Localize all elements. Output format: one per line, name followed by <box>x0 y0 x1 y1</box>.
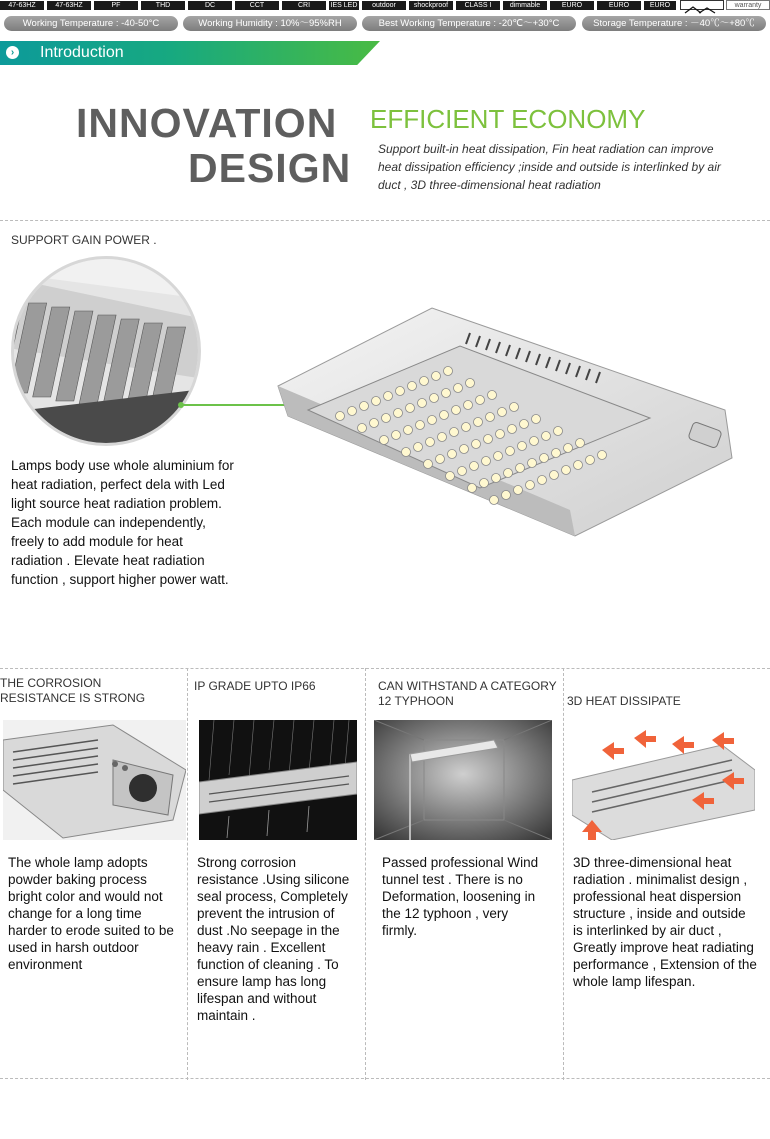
efficient-economy-heading: EFFICIENT ECONOMY <box>370 104 646 134</box>
badge-logo-icon <box>680 0 724 10</box>
introduction-header <box>0 41 380 65</box>
section-divider <box>0 1078 770 1079</box>
spec-pill-row <box>0 16 770 32</box>
badge-euro: EURO <box>550 1 594 10</box>
column-divider <box>563 668 564 1080</box>
badge-shockproof: shockproof <box>409 1 453 10</box>
badge-dc: DC <box>188 1 232 10</box>
certification-badge-strip <box>0 0 770 11</box>
badge-frequency: 47-63HZ <box>0 1 44 10</box>
badge-outdoor: outdoor <box>362 1 406 10</box>
spec-working-humidity: Working Humidity : 10%～95%RH <box>183 16 357 31</box>
feature-text-ip66: Strong corrosion resistance .Using silicone seal process, Completely prevent the intrusion of dust .No seepage in the heavy rain . Excellent function of cleaning . To ensure lamp has long lifespan and without maintain . <box>197 855 350 1023</box>
badge-cri: CRI <box>282 1 326 10</box>
feature-text-heat-dissipate: 3D three-dimensional heat radiation . minimalist design , professional heat dispersion structure , inside and outside is interlinked by air duct , Greatly improve heat radiating performance , Extension of the whole lamp lifespan. <box>573 855 757 989</box>
badge-dimmable: dimmable <box>503 1 547 10</box>
heatsink-closeup-image <box>11 256 201 446</box>
badge-cct: CCT <box>235 1 279 10</box>
column-divider <box>365 668 366 1080</box>
badge-thd: THD <box>141 1 185 10</box>
badge-class-i: CLASS I <box>456 1 500 10</box>
spec-storage-temperature: Storage Temperature : －40℃～+80℃ <box>582 16 766 31</box>
feature-text-typhoon: Passed professional Wind tunnel test . There is no Deformation, loosening in the 12 typhoon , very firmly. <box>382 855 539 938</box>
feature-title-ip66: IP GRADE UPTO IP66 <box>194 679 316 693</box>
innovation-heading: INNOVATION <box>76 100 338 146</box>
introduction-title: Introduction <box>40 44 124 61</box>
led-street-light-image <box>270 298 740 543</box>
feature-text-corrosion: The whole lamp adopts powder baking process bright color and would not change for a long time harder to erode suited to be used in harsh outdoor environment <box>8 855 174 972</box>
support-description: Lamps body use whole aluminium for heat radiation, perfect dela with Led light source heat radiation problem. Each module can independently, freely to add module for heat radiation . Elevate heat radiation function , support higher power watt. <box>11 458 234 587</box>
feature-title-heat-dissipate: 3D HEAT DISSIPATE <box>567 694 681 708</box>
badge-frequency: 47-63HZ <box>47 1 91 10</box>
column-divider <box>187 668 188 1080</box>
section-divider <box>0 220 770 221</box>
feature-title-typhoon: CAN WITHSTAND A CATEGORY 12 TYPHOON <box>378 679 557 708</box>
feature-title-corrosion: THE CORROSION RESISTANCE IS STRONG <box>0 676 146 705</box>
chevron-right-icon: › <box>6 46 19 59</box>
corrosion-lamp-image <box>3 720 186 840</box>
badge-pf: PF <box>94 1 138 10</box>
badge-euro: EURO <box>644 1 676 10</box>
ip66-rain-image <box>199 720 357 840</box>
section-divider <box>0 668 770 669</box>
spec-working-temperature: Working Temperature : -40-50°C <box>4 16 178 31</box>
badge-warranty: warranty <box>726 0 770 10</box>
badge-ies-led: IES LED <box>330 2 358 9</box>
spec-best-working-temperature: Best Working Temperature : -20℃～+30°C <box>362 16 576 31</box>
support-gain-power-label: SUPPORT GAIN POWER . <box>11 233 157 247</box>
heat-dissipate-image <box>572 720 755 840</box>
wind-tunnel-image <box>374 720 552 840</box>
efficient-economy-description: Support built-in heat dissipation, Fin heat radiation can improve heat dissipation efficiency ;inside and outside is interlinked by air duct , 3D three-dimensional heat radiation <box>378 142 721 192</box>
callout-dot <box>178 402 184 408</box>
badge-euro: EURO <box>597 1 641 10</box>
design-heading: DESIGN <box>188 145 352 191</box>
